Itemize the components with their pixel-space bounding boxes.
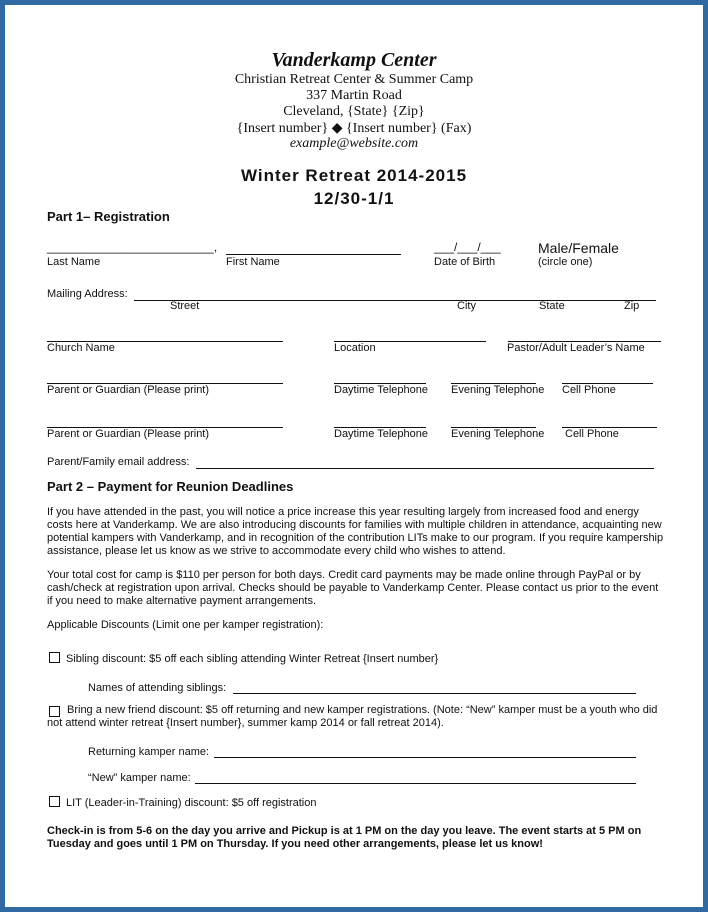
org-name: Vanderkamp Center (271, 49, 437, 71)
guardian-1-day-label: Daytime Telephone (334, 384, 428, 396)
state-label: State (539, 300, 565, 312)
dob-label: Date of Birth (434, 256, 496, 268)
org-city-line: Cleveland, {State} {Zip} (283, 104, 425, 119)
family-email-line[interactable] (196, 468, 654, 469)
street-label: Street (170, 300, 200, 312)
part1-heading: Part 1– Registration (47, 209, 170, 224)
registration-form-page (5, 5, 703, 907)
friend-discount-label: Bring a new friend discount: $5 off returning and new kamper registrations. (Note: “New” kamper must be a youth who did not attend winter retreat {Insert number}, summer kamp 2014 or fall retreat 2014). (47, 704, 658, 729)
dob-blank[interactable]: ___/___/___ (434, 240, 501, 254)
guardian-1-cell-label: Cell Phone (562, 384, 616, 396)
org-subtitle: Christian Retreat Center & Summer Camp (234, 72, 474, 87)
pastor-label: Pastor/Adult Leader’s Name (507, 342, 645, 354)
org-phone-line: {Insert number} ◆ {Insert number} (Fax) (236, 121, 472, 136)
returning-kamper-label: Returning kamper name: (88, 746, 210, 758)
part2-heading: Part 2 – Payment for Reunion Deadlines (47, 479, 294, 494)
lit-discount-label: LIT (Leader-in-Training) discount: $5 off registration (66, 797, 317, 809)
new-kamper-label: “New” kamper name: (88, 772, 191, 784)
guardian-2-evening-label: Evening Telephone (451, 428, 545, 440)
org-address: 337 Martin Road (306, 88, 402, 103)
sibling-discount-checkbox[interactable] (49, 652, 60, 663)
sibling-names-line[interactable] (233, 693, 636, 694)
guardian-1-evening-label: Evening Telephone (451, 384, 545, 396)
guardian-1-label: Parent or Guardian (Please print) (47, 384, 210, 396)
sibling-discount-option[interactable] (49, 652, 438, 665)
mailing-address-line[interactable] (134, 300, 656, 301)
sibling-names-label: Names of attending siblings: (88, 682, 227, 694)
guardian-2-day-label: Daytime Telephone (334, 428, 428, 440)
returning-kamper-line[interactable] (214, 757, 636, 758)
last-name-blank[interactable]: _________________________, (47, 240, 218, 254)
discounts-label: Applicable Discounts (Limit one per kamper registration): (47, 619, 324, 631)
gender-hint: (circle one) (538, 256, 593, 268)
gender-options[interactable]: Male/Female (538, 240, 619, 256)
city-label: City (457, 300, 476, 312)
lit-discount-checkbox[interactable] (49, 796, 60, 807)
guardian-2-label: Parent or Guardian (Please print) (47, 428, 210, 440)
location-label: Location (334, 342, 376, 354)
first-name-label: First Name (226, 256, 280, 268)
event-title: Winter Retreat 2014-2015 (240, 166, 468, 185)
last-name-label: Last Name (47, 256, 101, 268)
checkin-notice: Check-in is from 5-6 on the day you arrive and Pickup is at 1 PM on the day you leave. The event starts at 5 PM on Tuesday and goes until 1 PM on Thursday. If you need other arrangements, please let us know! (47, 825, 642, 850)
price-increase-paragraph: If you have attended in the past, you will notice a price increase this year resulting largely from increased food and energy costs here at Vanderkamp. We are also introducing discounts for families with multiple children in attendance, acquainting new potential kampers with Vanderkamp, and in recognition of the contribution LITs make to our program. If you require kampership assistance, please let us know as we strive to accommodate every child who wishes to attend. (47, 506, 664, 557)
event-dates: 12/30-1/1 (313, 189, 395, 208)
lit-discount-option[interactable] (49, 796, 316, 809)
first-name-line[interactable] (226, 254, 401, 255)
org-email: example@website.com (289, 136, 419, 151)
family-email-label: Parent/Family email address: (47, 456, 190, 468)
sibling-discount-label: Sibling discount: $5 off each sibling attending Winter Retreat {Insert number} (66, 653, 439, 665)
new-kamper-line[interactable] (195, 783, 636, 784)
payment-paragraph: Your total cost for camp is $110 per person for both days. Credit card payments may be made online through PayPal or by cash/check at registration upon arrival. Checks should be payable to Vanderkamp Center. Please contact us prior to the event if you need to make alternative payment arrangements. (47, 569, 659, 607)
guardian-2-cell-label: Cell Phone (565, 428, 619, 440)
mailing-address-label: Mailing Address: (47, 288, 128, 300)
church-name-label: Church Name (47, 342, 115, 354)
zip-label: Zip (624, 300, 640, 312)
